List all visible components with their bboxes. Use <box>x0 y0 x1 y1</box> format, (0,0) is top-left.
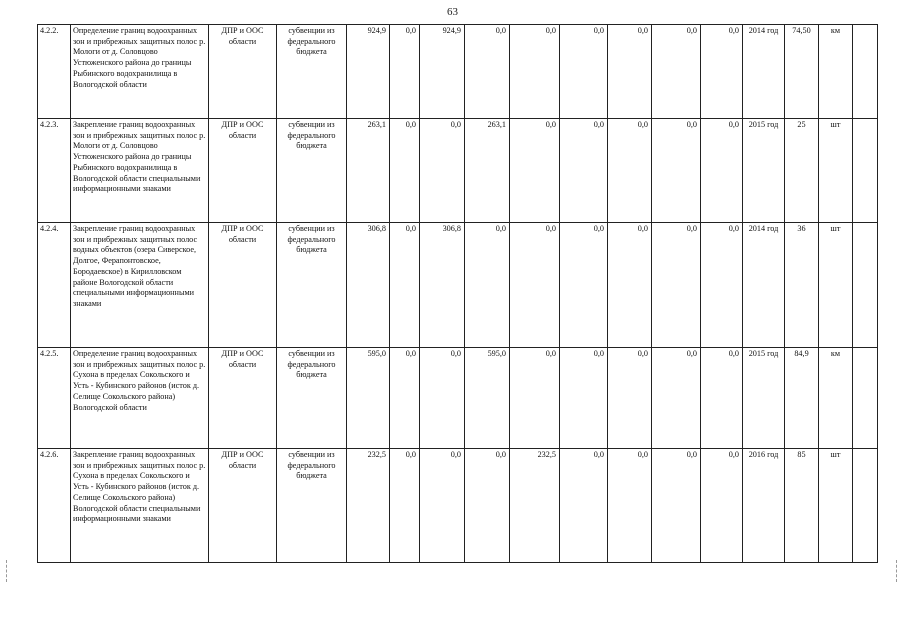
row-y2014: 0,0 <box>420 119 465 223</box>
row-executor: ДПР и ООС области <box>209 119 277 223</box>
row-y2020: 0,0 <box>701 223 743 348</box>
row-y2013: 0,0 <box>390 223 420 348</box>
row-unit: км <box>819 348 853 449</box>
row-y2016: 0,0 <box>510 348 560 449</box>
row-total: 232,5 <box>347 449 390 563</box>
row-total: 306,8 <box>347 223 390 348</box>
row-name: Определение границ водоохранных зон и прибрежных защитных полос р. Сухона в пределах Сокольского и Усть - Кубинского районов (исток д. Селище Сокольского района) Вологодской области <box>71 348 209 449</box>
row-y2017: 0,0 <box>560 223 608 348</box>
row-code: 4.2.3. <box>38 119 71 223</box>
row-y2013: 0,0 <box>390 25 420 119</box>
row-extra <box>853 449 878 563</box>
row-total: 924,9 <box>347 25 390 119</box>
table-row <box>38 348 878 449</box>
row-y2018: 0,0 <box>608 449 652 563</box>
row-y2020: 0,0 <box>701 119 743 223</box>
row-source: субвенции из федерального бюджета <box>277 449 347 563</box>
row-y2017: 0,0 <box>560 119 608 223</box>
row-name: Закрепление границ водоохранных зон и прибрежных защитных полос р. Мологи от д. Соловцово Устюженского района до границы Рыбинского водохранилища в Вологодской области специальными информационными знаками <box>71 119 209 223</box>
row-y2019: 0,0 <box>652 348 701 449</box>
row-y2014: 306,8 <box>420 223 465 348</box>
row-y2018: 0,0 <box>608 223 652 348</box>
program-table <box>37 24 878 563</box>
row-y2015: 0,0 <box>465 25 510 119</box>
row-code: 4.2.6. <box>38 449 71 563</box>
row-name: Определение границ водоохранных зон и прибрежных защитных полос р. Мологи от д. Соловцово Устюженского района до границы Рыбинского водохранилища в Вологодской области <box>71 25 209 119</box>
row-extra <box>853 25 878 119</box>
row-y2013: 0,0 <box>390 119 420 223</box>
row-y2020: 0,0 <box>701 348 743 449</box>
row-y2020: 0,0 <box>701 25 743 119</box>
row-y2013: 0,0 <box>390 449 420 563</box>
right-margin-mark <box>896 560 898 582</box>
row-y2016: 0,0 <box>510 25 560 119</box>
left-margin-mark <box>6 560 8 582</box>
page-number: 63 <box>447 6 458 18</box>
row-y2013: 0,0 <box>390 348 420 449</box>
row-y2016: 0,0 <box>510 223 560 348</box>
row-extra <box>853 223 878 348</box>
row-name: Закрепление границ водоохранных зон и прибрежных защитных полос водных объектов (озера Сиверское, Долгое, Ферапонтовское, Бородаевское) в Кирилловском районе Вологодской области специальными информационными знаками <box>71 223 209 348</box>
row-value: 74,50 <box>785 25 819 119</box>
row-y2016: 0,0 <box>510 119 560 223</box>
row-executor: ДПР и ООС области <box>209 449 277 563</box>
row-source: субвенции из федерального бюджета <box>277 223 347 348</box>
row-year: 2014 год <box>743 223 785 348</box>
row-y2017: 0,0 <box>560 348 608 449</box>
row-y2015: 595,0 <box>465 348 510 449</box>
row-y2017: 0,0 <box>560 25 608 119</box>
row-executor: ДПР и ООС области <box>209 223 277 348</box>
row-y2015: 0,0 <box>465 449 510 563</box>
row-source: субвенции из федерального бюджета <box>277 348 347 449</box>
row-y2018: 0,0 <box>608 25 652 119</box>
row-unit: км <box>819 25 853 119</box>
row-code: 4.2.2. <box>38 25 71 119</box>
row-y2019: 0,0 <box>652 223 701 348</box>
row-y2014: 924,9 <box>420 25 465 119</box>
row-y2020: 0,0 <box>701 449 743 563</box>
row-y2017: 0,0 <box>560 449 608 563</box>
table-row <box>38 223 878 348</box>
row-value: 85 <box>785 449 819 563</box>
row-y2019: 0,0 <box>652 119 701 223</box>
row-source: субвенции из федерального бюджета <box>277 119 347 223</box>
row-y2016: 232,5 <box>510 449 560 563</box>
row-y2015: 263,1 <box>465 119 510 223</box>
row-year: 2014 год <box>743 25 785 119</box>
row-name: Закрепление границ водоохранных зон и прибрежных защитных полос р. Сухона в пределах Сокольского и Усть - Кубинского районов (исток д. Селище Сокольского района) Вологодской области специальными информационными знаками <box>71 449 209 563</box>
row-code: 4.2.4. <box>38 223 71 348</box>
row-value: 36 <box>785 223 819 348</box>
row-value: 25 <box>785 119 819 223</box>
row-y2015: 0,0 <box>465 223 510 348</box>
row-unit: шт <box>819 449 853 563</box>
row-total: 595,0 <box>347 348 390 449</box>
row-total: 263,1 <box>347 119 390 223</box>
row-executor: ДПР и ООС области <box>209 348 277 449</box>
row-source: субвенции из федерального бюджета <box>277 25 347 119</box>
table-row <box>38 25 878 119</box>
row-y2018: 0,0 <box>608 348 652 449</box>
row-extra <box>853 348 878 449</box>
row-y2019: 0,0 <box>652 25 701 119</box>
row-y2014: 0,0 <box>420 348 465 449</box>
row-y2018: 0,0 <box>608 119 652 223</box>
row-year: 2015 год <box>743 119 785 223</box>
row-y2019: 0,0 <box>652 449 701 563</box>
table-row <box>38 449 878 563</box>
row-unit: шт <box>819 223 853 348</box>
row-unit: шт <box>819 119 853 223</box>
row-code: 4.2.5. <box>38 348 71 449</box>
row-value: 84,9 <box>785 348 819 449</box>
row-year: 2015 год <box>743 348 785 449</box>
row-executor: ДПР и ООС области <box>209 25 277 119</box>
row-extra <box>853 119 878 223</box>
table-row <box>38 119 878 223</box>
row-y2014: 0,0 <box>420 449 465 563</box>
row-year: 2016 год <box>743 449 785 563</box>
